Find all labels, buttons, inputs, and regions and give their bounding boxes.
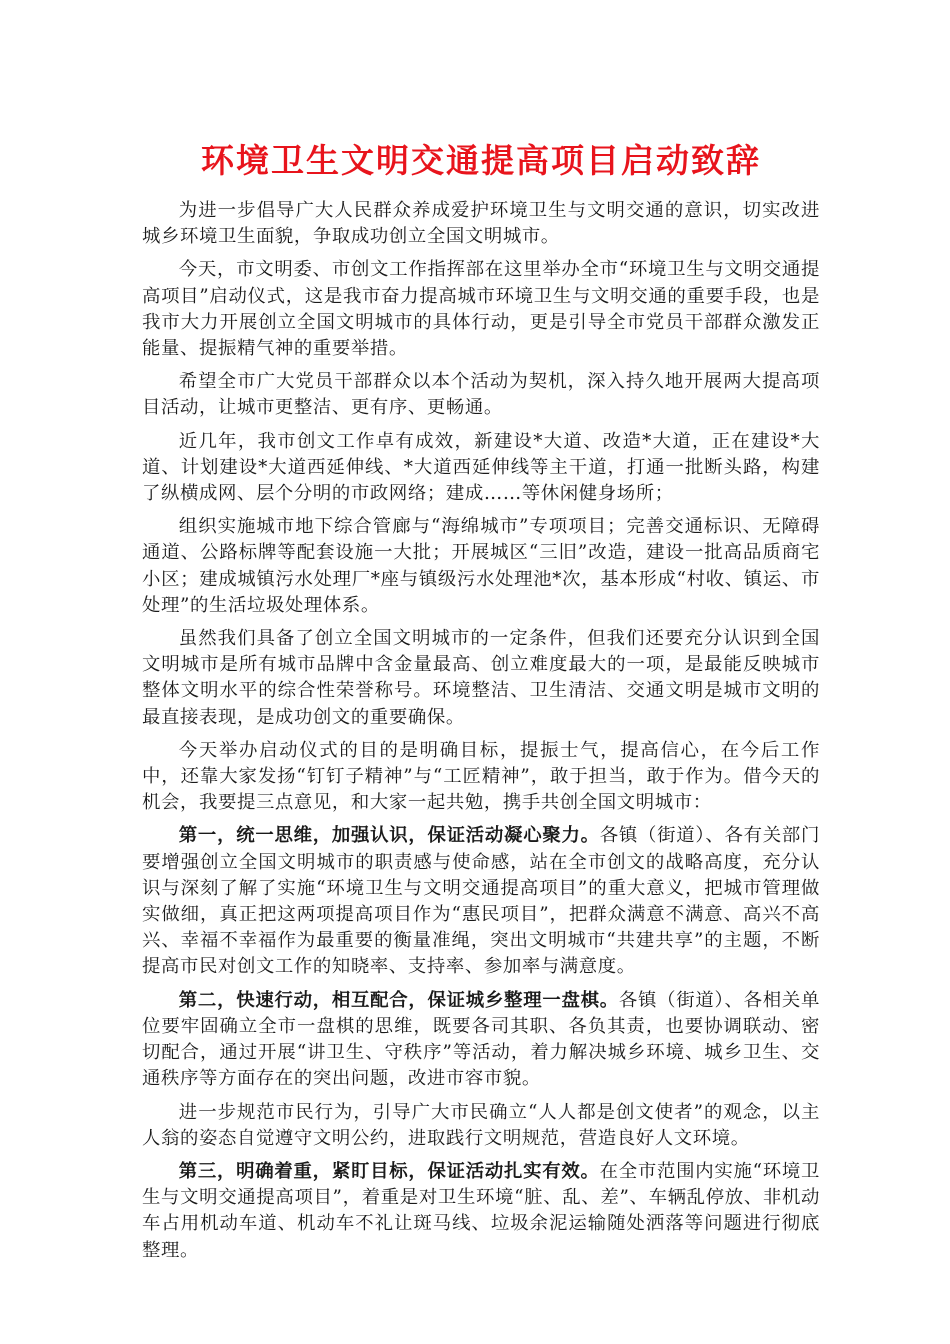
paragraph-2 bbox=[142, 257, 820, 362]
paragraph-text: 今天举办启动仪式的目的是明确目标，提振士气，提高信心，在今后工作中，还靠大家发扬“钉钉子精神”与“工匠精神”，敢于担当，敢于作为。借今天的机会，我要提三点意见，和大家一起共勉，携手共创全国文明城市： bbox=[142, 739, 820, 814]
paragraph-5 bbox=[142, 514, 820, 619]
paragraph-11 bbox=[142, 1159, 820, 1264]
paragraph-text: 近几年，我市创文工作卓有成效，新建设*大道、改造*大道，正在建设*大道、计划建设*大道西延伸线、*大道西延伸线等主干道，打通一批断头路，构建了纵横成网、层个分明的市政网络；建成……等休闲健身场所； bbox=[142, 430, 820, 505]
paragraph-lead: 第二，快速行动，相互配合，保证城乡整理一盘棋。 bbox=[178, 989, 619, 1011]
paragraph-text: 组织实施城市地下综合管廊与“海绵城市”专项项目；完善交通标识、无障碍通道、公路标牌等配套设施一大批；开展城区“三旧”改造，建设一批高品质商宅小区；建成城镇污水处理厂*座与镇级污水处理池*次，基本形成“村收、镇运、市处理”的生活垃圾处理体系。 bbox=[142, 516, 820, 616]
paragraph-text: 虽然我们具备了创立全国文明城市的一定条件，但我们还要充分认识到全国文明城市是所有城市品牌中含金量最高、创立难度最大的一项，是最能反映城市整体文明水平的综合性荣誉称号。环境整洁、卫生清洁、交通文明是城市文明的最直接表现，是成功创文的重要确保。 bbox=[142, 628, 820, 728]
paragraph-text: 各镇（街道）、各有关部门要增强创立全国文明城市的职责感与使命感，站在全市创文的战略高度，充分认识与深刻了解了实施“环境卫生与文明交通提高项目”的重大意义，把城市管理做实做细，真正把这两项提高项目作为“惠民项目”，把群众满意不满意、高兴不高兴、幸福不幸福作为最重要的衡量准绳，突出文明城市“共建共享”的主题，不断提高市民对创文工作的知晓率、支持率、参加率与满意度。 bbox=[142, 825, 820, 978]
paragraph-6 bbox=[142, 626, 820, 731]
paragraph-lead: 第一，统一思维，加强认识，保证活动凝心聚力。 bbox=[178, 825, 600, 847]
paragraph-9 bbox=[142, 988, 820, 1093]
paragraph-7 bbox=[142, 738, 820, 817]
paragraph-text: 今天，市文明委、市创文工作指挥部在这里举办全市“环境卫生与文明交通提高项目”启动仪式，这是我市奋力提高城市环境卫生与文明交通的重要手段，也是我市大力开展创立全国文明城市的具体行动，更是引导全市党员干部群众激发正能量、提振精气神的重要举措。 bbox=[142, 259, 820, 360]
paragraph-1 bbox=[142, 198, 820, 250]
paragraph-text: 各镇（街道）、各相关单位要牢固确立全市一盘棋的思维，既要各司其职、各负其责，也要协调联动、密切配合，通过开展“讲卫生、守秩序”等活动，着力解决城乡环境、城乡卫生、交通秩序等方面存在的突出问题，改进市容市貌。 bbox=[142, 989, 820, 1090]
paragraph-text: 为进一步倡导广大人民群众养成爱护环境卫生与文明交通的意识，切实改进城乡环境卫生面貌，争取成功创立全国文明城市。 bbox=[142, 200, 820, 248]
paragraph-4 bbox=[142, 429, 820, 508]
paragraph-text: 希望全市广大党员干部群众以本个活动为契机，深入持久地开展两大提高项目活动，让城市更整洁、更有序、更畅通。 bbox=[142, 371, 820, 419]
paragraph-text: 进一步规范市民行为，引导广大市民确立“人人都是创文使者”的观念，以主人翁的姿态自觉遵守文明公约，进取践行文明规范，营造良好人文环境。 bbox=[142, 1101, 820, 1149]
paragraph-10 bbox=[142, 1100, 820, 1152]
document-title: 环境卫生文明交通提高项目启动致辞 bbox=[201, 141, 761, 180]
paragraph-3 bbox=[142, 369, 820, 421]
paragraph-lead: 第三，明确着重，紧盯目标，保证活动扎实有效。 bbox=[178, 1160, 600, 1182]
paragraph-8 bbox=[142, 823, 820, 980]
paragraph-text: 在全市范围内实施“环境卫生与文明交通提高项目”，着重是对卫生环境“脏、乱、差”、车辆乱停放、非机动车占用机动车道、机动车不礼让斑马线、垃圾余泥运输随处洒落等问题进行彻底整理。 bbox=[142, 1160, 820, 1261]
